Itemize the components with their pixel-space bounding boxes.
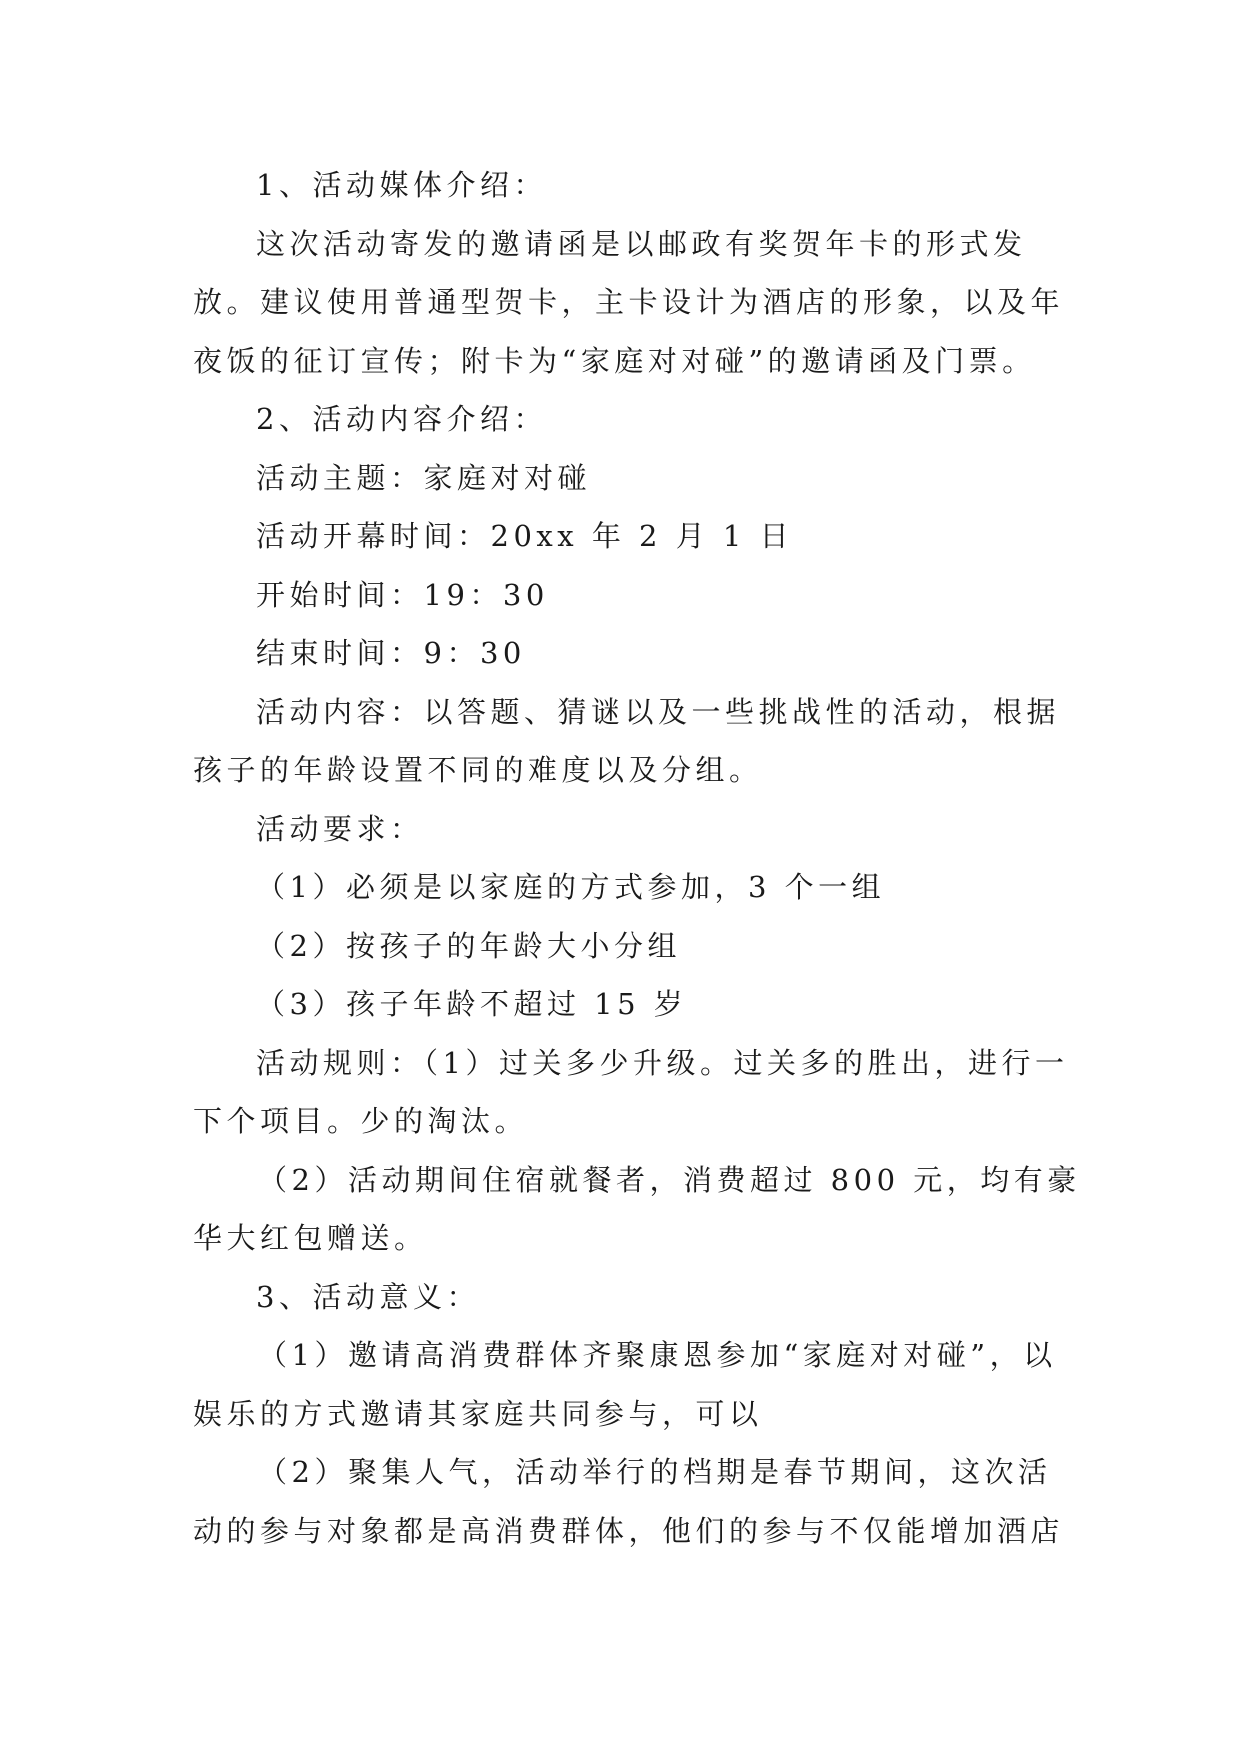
paragraph-line: （2）活动期间住宿就餐者，消费超过 800 元，均有豪 — [258, 1162, 1081, 1197]
paragraph-line: 夜饭的征订宣传；附卡为“家庭对对碰”的邀请函及门票。 — [193, 343, 1036, 378]
paragraph-line: （2）聚集人气，活动举行的档期是春节期间，这次活 — [258, 1455, 1052, 1489]
paragraph-line: 娱乐的方式邀请其家庭共同参与，可以 — [193, 1396, 763, 1431]
paragraph-line: 活动规则：（1）过关多少升级。过关多的胜出，进行一 — [256, 1045, 1069, 1080]
requirement-item: （3）孩子年龄不超过 15 岁 — [256, 987, 688, 1021]
section-heading-meaning: 3、活动意义： — [256, 1279, 480, 1314]
activity-theme: 活动主题：家庭对对碰 — [256, 460, 592, 495]
requirements-heading: 活动要求： — [256, 811, 424, 846]
paragraph-line: 孩子的年龄设置不同的难度以及分组。 — [193, 753, 763, 787]
paragraph-line: 动的参与对象都是高消费群体，他们的参与不仅能增加酒店 — [193, 1513, 1065, 1548]
section-heading-content: 2、活动内容介绍： — [256, 402, 547, 436]
paragraph-line: 放。建议使用普通型贺卡，主卡设计为酒店的形象，以及年 — [193, 285, 1065, 319]
end-time: 结束时间：9：30 — [256, 636, 526, 670]
paragraph-line: 这次活动寄发的邀请函是以邮政有奖贺年卡的形式发 — [256, 226, 1027, 261]
opening-date: 活动开幕时间：20xx 年 2 月 1 日 — [256, 519, 794, 553]
paragraph-line: 活动内容：以答题、猜谜以及一些挑战性的活动，根据 — [256, 694, 1061, 729]
start-time: 开始时间：19：30 — [256, 577, 549, 612]
paragraph-line: 华大红包赠送。 — [193, 1221, 428, 1255]
section-heading-media: 1、活动媒体介绍： — [256, 168, 547, 202]
paragraph-line: （1）邀请高消费群体齐聚康恩参加“家庭对对碰”，以 — [258, 1338, 1057, 1372]
paragraph-line: 下个项目。少的淘汰。 — [193, 1104, 529, 1138]
requirement-item: （2）按孩子的年龄大小分组 — [256, 928, 681, 963]
requirement-item: （1）必须是以家庭的方式参加，3 个一组 — [256, 870, 886, 904]
document-body — [193, 156, 1081, 1560]
